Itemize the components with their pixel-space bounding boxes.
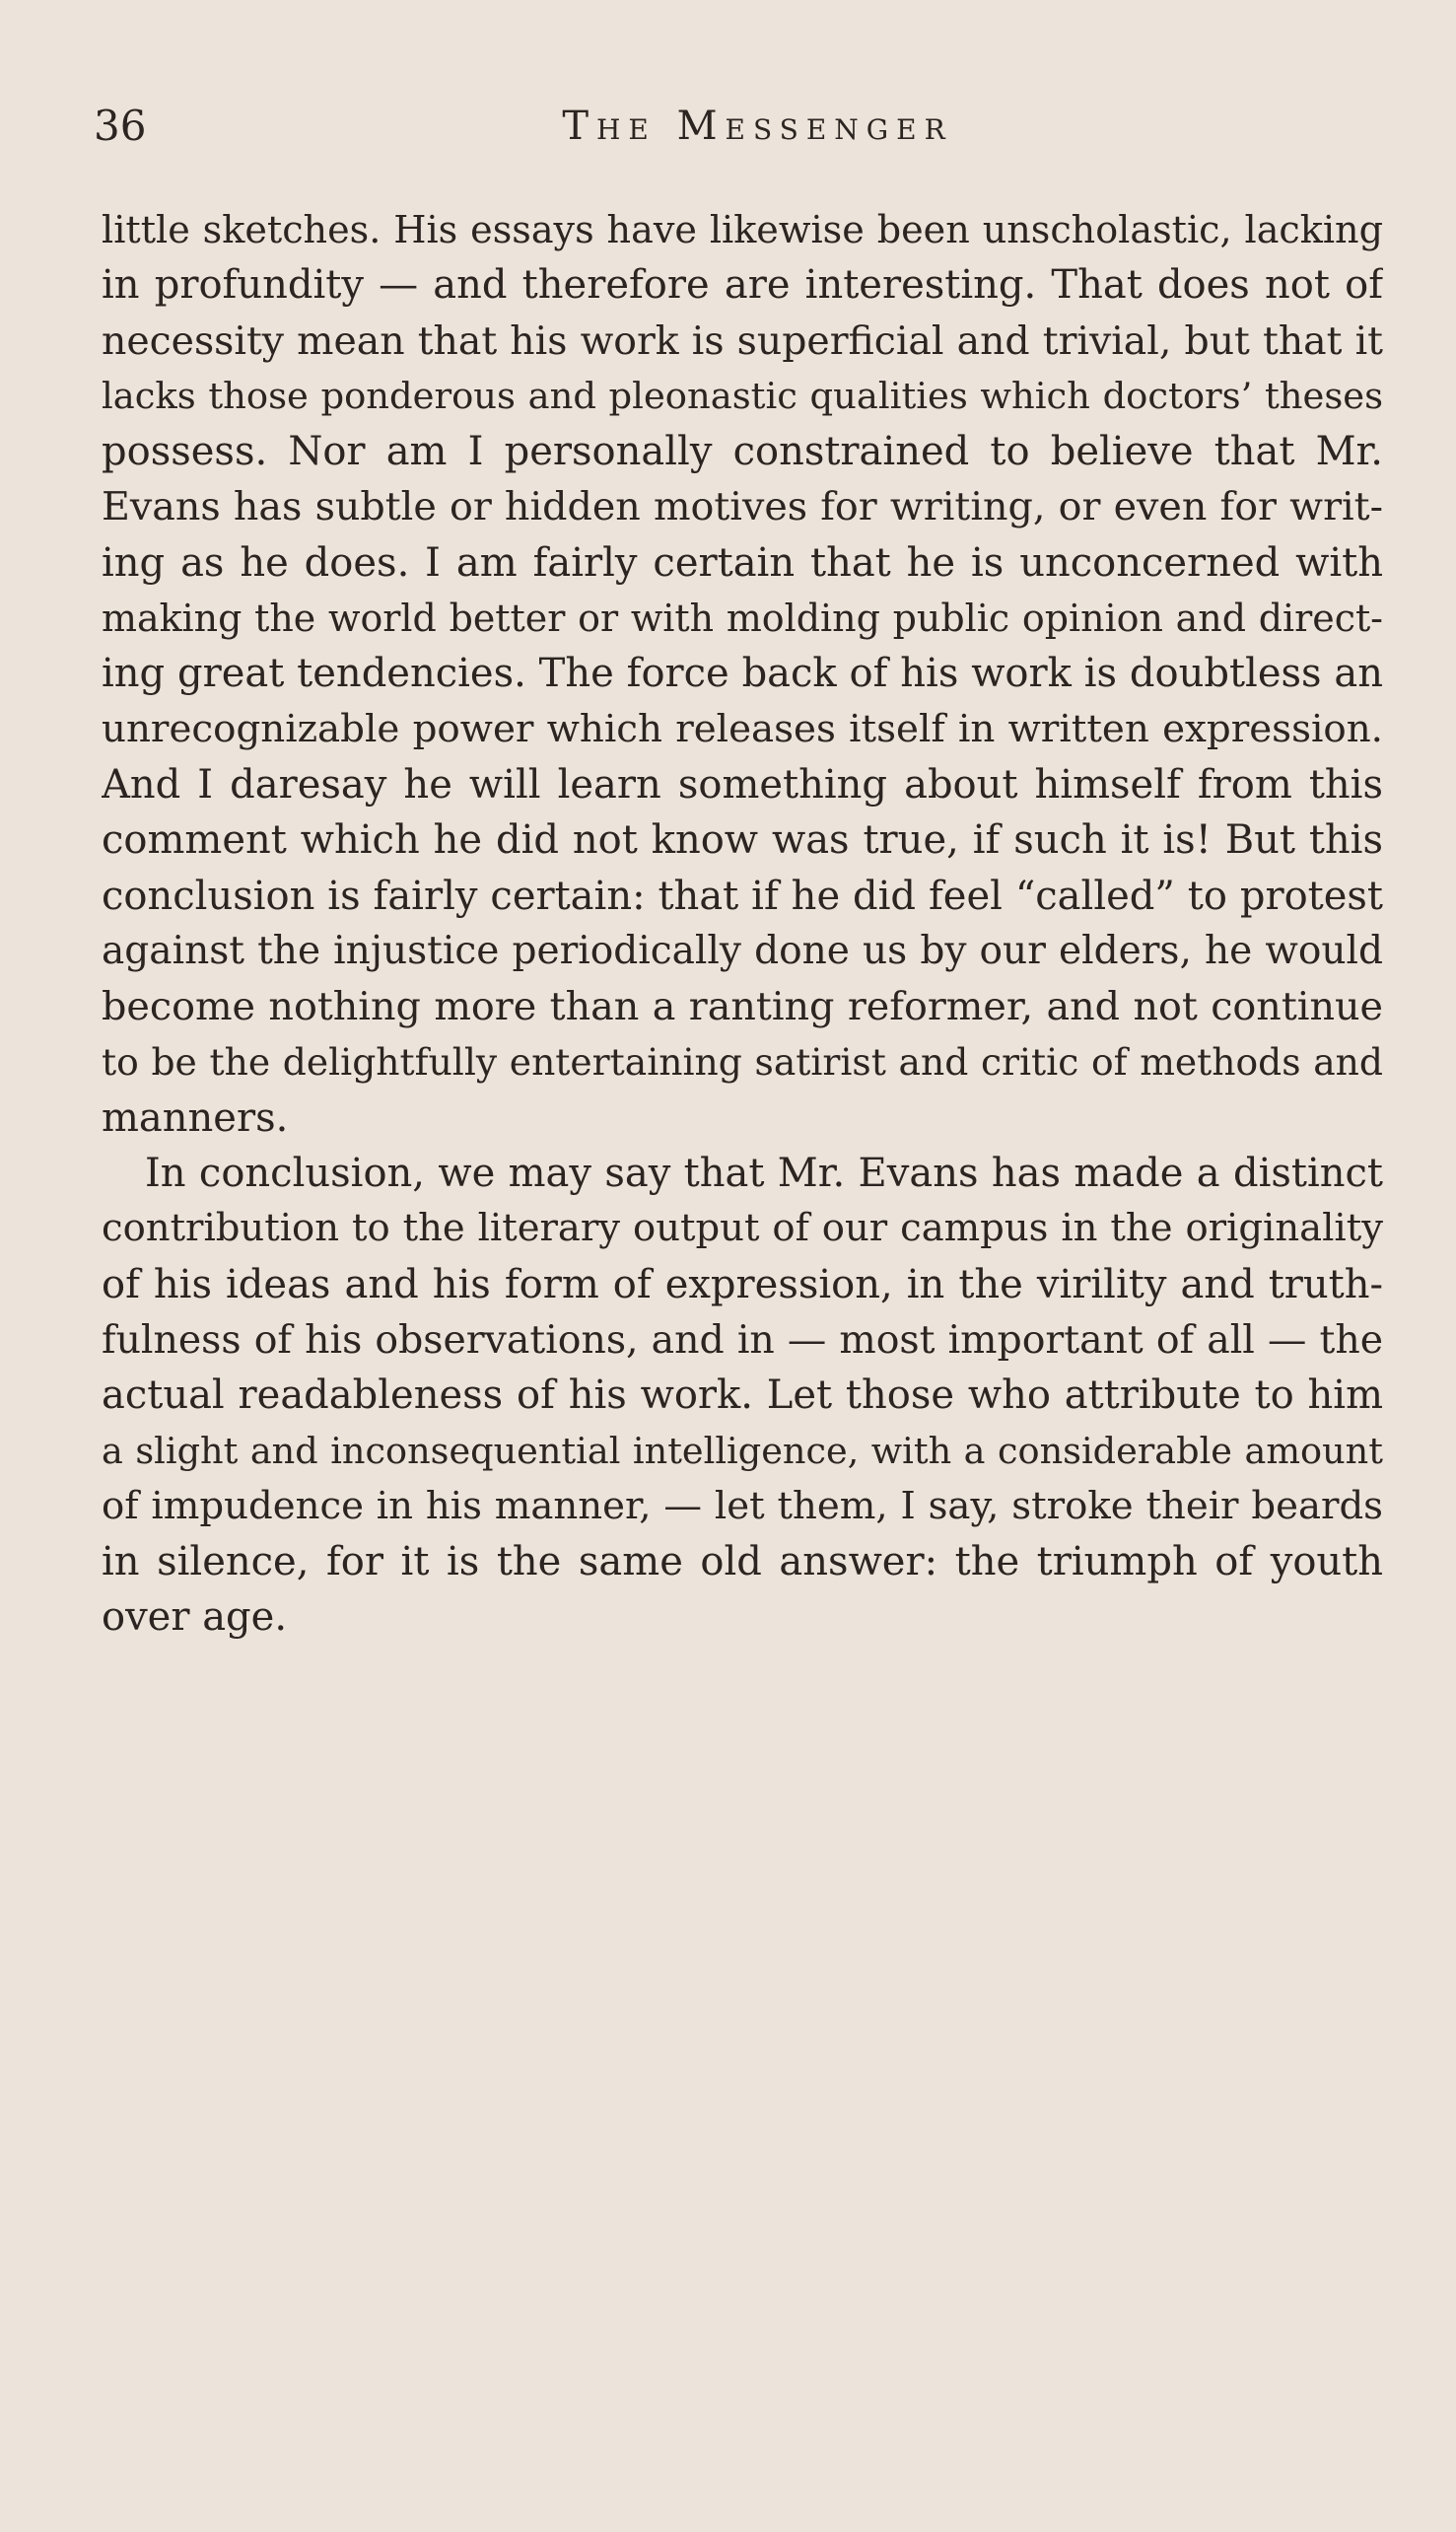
text-line: in profundity — and therefore are interesting. That does not of [102,262,1383,309]
text-line: comment which he did not know was true, if such it is! But this [102,817,1383,864]
running-title: The Messenger [562,104,953,149]
text-line: And I daresay he will learn something about himself from this [102,761,1383,808]
text-line: a slight and inconsequential intelligence, with a considerable amount [102,1429,1383,1472]
text-line: of his ideas and his form of expression, in the virility and truth- [102,1261,1383,1307]
text-line: of impudence in his manner, — let them, I say, stroke their beards [102,1483,1383,1528]
text-line: little sketches. His essays have likewise been unscholastic, lacking [102,208,1383,251]
text-line: conclusion is fairly certain: that if he did feel “called” to protest [102,873,1383,919]
text-line: Evans has subtle or hidden motives for writing, or even for writ- [102,484,1383,530]
text-line: ing great tendencies. The force back of his work is doubtless an [102,651,1383,697]
page-header [0,97,1456,156]
text-line: fulness of his observations, and in — most important of all — the [102,1316,1383,1363]
page-number: 36 [94,102,147,150]
body-text [102,202,1383,1646]
paragraph-2 [102,1146,1383,1646]
text-line: over age. [102,1594,288,1641]
text-line: contribution to the literary output of our campus in the originality [102,1206,1383,1251]
paragraph-1 [102,202,1383,1146]
text-line: manners. [102,1094,289,1141]
text-line: necessity mean that his work is superficial and trivial, but that it [102,317,1383,364]
text-line: to be the delightfully entertaining satirist and critic of methods and [102,1040,1383,1085]
text-line: ing as he does. I am fairly certain that he is unconcerned with [102,539,1383,586]
text-line: In conclusion, we may say that Mr. Evans has made a distinct [145,1151,1383,1197]
text-line: become nothing more than a ranting reformer, and not continue [102,984,1383,1030]
text-line: lacks those ponderous and pleonastic qualities which doctors’ theses [102,374,1383,417]
text-line: making the world better or with molding public opinion and direct- [102,597,1383,641]
text-line: against the injustice periodically done us by our elders, he would [102,928,1383,973]
text-line: possess. Nor am I personally constrained to believe that Mr. [102,429,1383,475]
text-line: actual readableness of his work. Let those who attribute to him [102,1372,1383,1419]
text-line: unrecognizable power which releases itself in written expression. [102,706,1383,751]
text-line: in silence, for it is the same old answer: the triumph of youth [102,1539,1383,1585]
